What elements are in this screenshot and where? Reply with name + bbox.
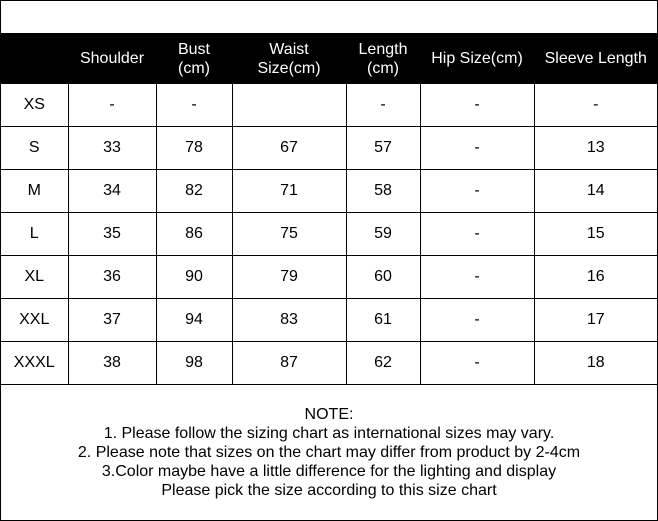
- column-header: [346, 34, 420, 84]
- table-row: [1, 127, 657, 170]
- notes-title: NOTE:: [304, 406, 354, 423]
- table-row: [1, 256, 657, 299]
- column-header: [68, 34, 156, 84]
- top-blank-strip: [1, 1, 657, 34]
- table-cell: -: [68, 84, 156, 127]
- table-cell: -: [420, 299, 534, 342]
- size-label-cell: XXL: [1, 299, 68, 342]
- table-row: [1, 342, 657, 385]
- column-header-text: Length: [358, 40, 408, 58]
- table-row: [1, 84, 657, 127]
- table-cell: -: [420, 342, 534, 385]
- column-header-text: Waist: [269, 40, 309, 58]
- table-cell: [232, 84, 346, 127]
- table-body: [1, 84, 657, 385]
- column-header-text: Shoulder: [79, 50, 145, 67]
- size-label-cell: L: [1, 213, 68, 256]
- header-row: [1, 34, 657, 84]
- table-cell: 36: [68, 256, 156, 299]
- table-cell: 62: [346, 342, 420, 385]
- table-cell: 57: [346, 127, 420, 170]
- table-cell: 90: [156, 256, 232, 299]
- column-header: [232, 34, 346, 84]
- table-cell: -: [156, 84, 232, 127]
- table-cell: -: [420, 84, 534, 127]
- table-row: [1, 170, 657, 213]
- table-cell: 94: [156, 299, 232, 342]
- column-header-text: (cm): [367, 59, 399, 77]
- table-cell: 16: [534, 256, 657, 299]
- table-cell: 38: [68, 342, 156, 385]
- table-cell: 34: [68, 170, 156, 213]
- table-row: [1, 213, 657, 256]
- notes-line-2: 2. Please note that sizes on the chart may differ from product by 2-4cm: [77, 444, 581, 461]
- size-label-cell: XXXL: [1, 342, 68, 385]
- column-header: [420, 34, 534, 84]
- notes-line-4: Please pick the size according to this size chart: [161, 482, 497, 499]
- table-cell: 15: [534, 213, 657, 256]
- table-cell: 71: [232, 170, 346, 213]
- table-cell: 13: [534, 127, 657, 170]
- size-table: [1, 34, 657, 385]
- table-cell: 17: [534, 299, 657, 342]
- notes-line-1: 1. Please follow the sizing chart as international sizes may vary.: [103, 425, 555, 442]
- table-cell: 79: [232, 256, 346, 299]
- table-cell: 98: [156, 342, 232, 385]
- table-cell: 83: [232, 299, 346, 342]
- column-header-text: Size(cm): [257, 59, 321, 77]
- table-cell: 82: [156, 170, 232, 213]
- column-header: [1, 34, 68, 84]
- table-cell: 61: [346, 299, 420, 342]
- table-cell: -: [420, 127, 534, 170]
- table-cell: 33: [68, 127, 156, 170]
- column-header: [156, 34, 232, 84]
- table-cell: 60: [346, 256, 420, 299]
- table-cell: 14: [534, 170, 657, 213]
- table-cell: 58: [346, 170, 420, 213]
- table-cell: 75: [232, 213, 346, 256]
- table-cell: -: [420, 213, 534, 256]
- size-label-cell: XL: [1, 256, 68, 299]
- column-header-text: Sleeve Length: [544, 50, 647, 67]
- column-header-text: (cm): [178, 59, 210, 77]
- size-label-cell: S: [1, 127, 68, 170]
- notes-section: [1, 405, 657, 500]
- table-cell: 35: [68, 213, 156, 256]
- table-cell: 37: [68, 299, 156, 342]
- table-cell: 86: [156, 213, 232, 256]
- table-cell: 18: [534, 342, 657, 385]
- size-label-cell: XS: [1, 84, 68, 127]
- table-row: [1, 299, 657, 342]
- table-cell: 59: [346, 213, 420, 256]
- table-cell: 87: [232, 342, 346, 385]
- table-cell: -: [534, 84, 657, 127]
- column-header-text: Bust: [177, 40, 210, 58]
- column-header-text: Hip Size(cm): [431, 50, 523, 67]
- table-cell: -: [346, 84, 420, 127]
- notes-line-3: 3.Color maybe have a little difference for the lighting and display: [101, 463, 557, 480]
- table-cell: -: [420, 170, 534, 213]
- table-cell: -: [420, 256, 534, 299]
- table-cell: 67: [232, 127, 346, 170]
- column-header: [534, 34, 657, 84]
- size-label-cell: M: [1, 170, 68, 213]
- table-cell: 78: [156, 127, 232, 170]
